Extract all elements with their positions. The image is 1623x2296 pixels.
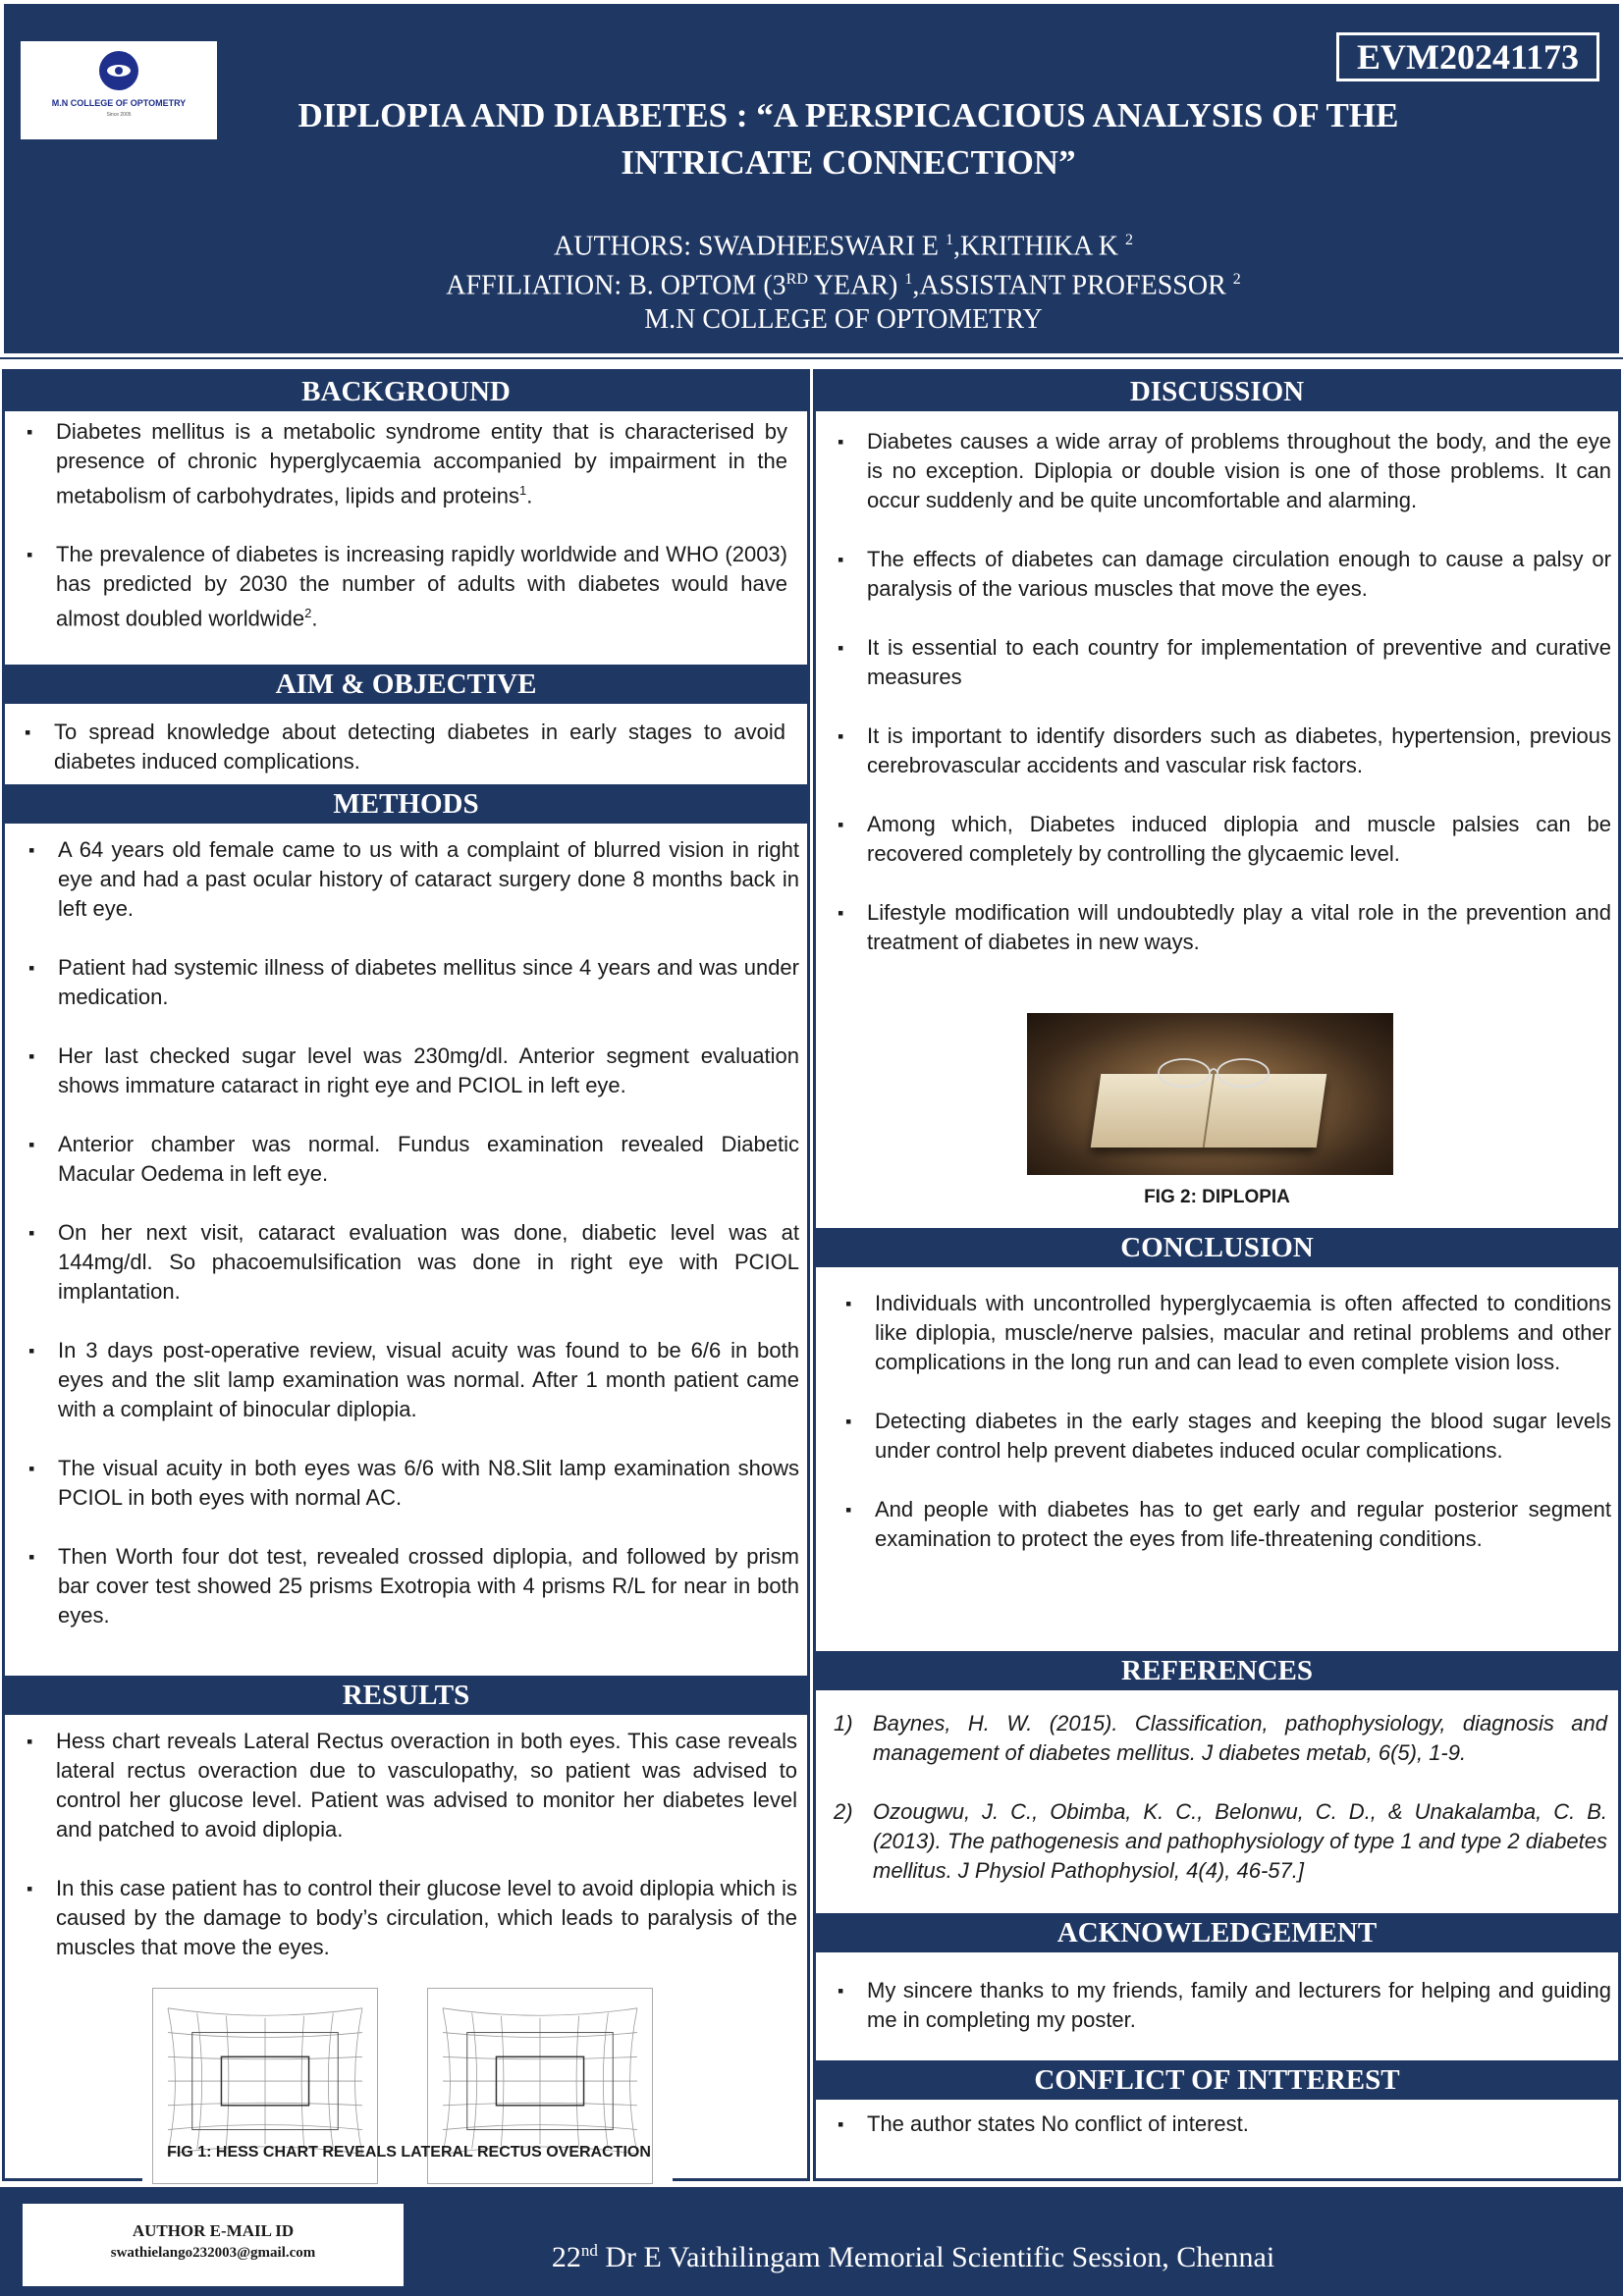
poster-header xyxy=(0,0,1623,357)
institution-line: M.N COLLEGE OF OPTOMETRY xyxy=(644,303,1043,335)
list-item xyxy=(15,540,787,633)
punct: . xyxy=(311,606,318,631)
list-item: ▪ In 3 days post-operative review, visual acuity was found to be 6/6 in both eyes and the slit lamp examination was normal. After 1 month patient came with a complaint of binocular diplopia. xyxy=(17,1336,799,1424)
background-item-2: The prevalence of diabetes is increasing rapidly worldwide and WHO (2003) has predicted by 2030 the number of adults with diabetes would have almost doubled worldwide xyxy=(56,542,787,631)
affiliation-sup2: 2 xyxy=(1232,271,1241,289)
college-logo xyxy=(21,41,217,139)
email-value[interactable]: swathielango232003@gmail.com xyxy=(110,2245,316,2261)
glasses-icon xyxy=(1150,1048,1277,1097)
email-label: AUTHOR E-MAIL ID xyxy=(132,2221,295,2240)
list-item: ▪ It is essential to each country for implementation of preventive and curative measures xyxy=(826,633,1611,692)
list-item: ▪ Individuals with uncontrolled hyperglycaemia is often affected to conditions like diplopia, muscle/nerve palsies, macular and retinal problems and other complications in the long run and can lead to even complete vision loss. xyxy=(834,1289,1611,1377)
authors-block xyxy=(279,224,1408,337)
discussion-heading: DISCUSSION xyxy=(816,372,1618,411)
affiliation-line xyxy=(279,263,1408,302)
author2-sup: 2 xyxy=(1125,232,1133,248)
list-item: ▪ Among which, Diabetes induced diplopia and muscle palsies can be recovered completely by controlling the glycaemic level. xyxy=(826,810,1611,869)
list-item: ▪ My sincere thanks to my friends, family and lecturers for helping and guiding me in completing my poster. xyxy=(826,1976,1611,2035)
list-item: ▪ Lifestyle modification will undoubtedly play a vital role in the prevention and treatment of diabetes in new ways. xyxy=(826,898,1611,957)
list-item xyxy=(15,417,787,510)
left-column xyxy=(2,369,810,2181)
affiliation-sup1: 1 xyxy=(904,271,913,289)
affiliation-mid: YEAR) xyxy=(807,270,905,301)
authors-sep: ,KRITHIKA K xyxy=(953,231,1125,262)
logo-sub: Since 2005 xyxy=(106,112,132,118)
session-number: 22 xyxy=(551,2241,581,2273)
ref-number: 2) xyxy=(834,1799,853,1824)
hess-chart-figure xyxy=(142,1968,673,2219)
references-heading: REFERENCES xyxy=(816,1651,1618,1690)
list-item: ▪ Diabetes causes a wide array of problems throughout the body, and the eye is no exception. Diplopia or double vision is one of those problems. It can occur suddenly and be quite uncomfortable and alarming. xyxy=(826,427,1611,515)
methods-list xyxy=(17,835,799,1660)
results-heading: RESULTS xyxy=(5,1676,807,1715)
author1-sup: 1 xyxy=(946,232,953,248)
logo-text: M.N COLLEGE OF OPTOMETRY xyxy=(51,98,187,108)
acknowledgement-heading: ACKNOWLEDGEMENT xyxy=(816,1913,1618,1952)
list-item: ▪ Her last checked sugar level was 230mg/dl. Anterior segment evaluation shows immature cataract in right eye and PCIOL in left eye. xyxy=(17,1041,799,1100)
session-title xyxy=(422,2241,1404,2274)
affiliation-label: AFFILIATION: B. OPTOM (3 xyxy=(446,270,786,301)
poster-title xyxy=(200,92,1496,187)
list-item: ▪ The author states No conflict of interest. xyxy=(826,2109,1611,2139)
session-text: Dr E Vaithilingam Memorial Scientific Session, Chennai xyxy=(597,2241,1275,2273)
background-heading: BACKGROUND xyxy=(5,372,807,411)
ref-number: 1) xyxy=(834,1711,853,1735)
email-box xyxy=(21,2202,406,2288)
list-item: ▪ In this case patient has to control their glucose level to avoid diplopia which is caused by the damage to body’s circulation, which leads to paralysis of the muscles that move the eyes. xyxy=(15,1874,797,1962)
list-item: ▪ It is important to identify disorders such as diabetes, hypertension, previous cerebrovascular accidents and vascular risk factors. xyxy=(826,721,1611,780)
background-item-1: Diabetes mellitus is a metabolic syndrome entity that is characterised by presence of chronic hyperglycaemia accompanied by impairment in the metabolism of carbohydrates, lipids and proteins xyxy=(56,419,787,508)
conflict-heading: CONFLICT OF INTTEREST xyxy=(816,2060,1618,2100)
list-item: ▪ A 64 years old female came to us with a complaint of blurred vision in right eye and had a past ocular history of cataract surgery done 8 months back in left eye. xyxy=(17,835,799,924)
affiliation-end: ,ASSISTANT PROFESSOR xyxy=(912,270,1233,301)
ref-text: Ozougwu, J. C., Obimba, K. C., Belonwu, C. D., & Unakalamba, C. B. (2013). The pathogenesis and pathophysiology of type 1 and type 2 diabetes mellitus. J Physiol Pathophysiol, 4(4), 46-57.] xyxy=(873,1799,1607,1883)
citation-sup: 2 xyxy=(304,606,312,621)
discussion-list xyxy=(826,427,1611,987)
poster-footer xyxy=(0,2187,1623,2296)
list-item: ▪ The effects of diabetes can damage circulation enough to cause a palsy or paralysis of the various muscles that move the eyes. xyxy=(826,545,1611,604)
ref-text: Baynes, H. W. (2015). Classification, pathophysiology, diagnosis and management of diabetes mellitus. J diabetes metab, 6(5), 1-9. xyxy=(873,1711,1607,1765)
list-item xyxy=(822,1797,1607,1886)
punct: . xyxy=(526,483,533,508)
fig1-caption: FIG 1: HESS CHART REVEALS LATERAL RECTUS OVERACTION xyxy=(167,2144,651,2161)
methods-heading: METHODS xyxy=(5,784,807,824)
list-item: ▪ To spread knowledge about detecting diabetes in early stages to avoid diabetes induced complications. xyxy=(13,718,785,776)
reference-id: EVM20241173 xyxy=(1336,32,1599,81)
references-list xyxy=(822,1709,1607,1915)
conflict-list xyxy=(826,2109,1611,2168)
list-item: ▪ Patient had systemic illness of diabetes mellitus since 4 years and was under medication. xyxy=(17,953,799,1012)
acknowledgement-list xyxy=(826,1976,1611,2064)
affiliation-sup-rd: RD xyxy=(785,271,808,289)
list-item xyxy=(822,1709,1607,1768)
aim-heading: AIM & OBJECTIVE xyxy=(5,665,807,704)
list-item: ▪ On her next visit, cataract evaluation was done, diabetic level was at 144mg/dl. So phacoemulsification was done in right eye with PCIOL implantation. xyxy=(17,1218,799,1307)
title-line-1: DIPLOPIA AND DIABETES : “A PERSPICACIOUS ANALYSIS OF THE xyxy=(298,96,1399,134)
list-item: ▪ The visual acuity in both eyes was 6/6 with N8.Slit lamp examination shows PCIOL in both eyes with normal AC. xyxy=(17,1454,799,1513)
title-line-2: INTRICATE CONNECTION” xyxy=(621,143,1076,182)
results-list xyxy=(15,1727,797,1992)
session-sup: nd xyxy=(580,2241,598,2260)
background-list xyxy=(15,417,787,664)
authors-label: AUTHORS: SWADHEESWARI E xyxy=(554,231,946,262)
fig2-caption: FIG 2: DIPLOPIA xyxy=(1144,1187,1290,1207)
authors-line xyxy=(279,224,1408,263)
list-item: ▪ Detecting diabetes in the early stages and keeping the blood sugar levels under control help prevent diabetes induced ocular complications. xyxy=(834,1407,1611,1466)
eye-icon xyxy=(99,51,138,90)
list-item: ▪ Anterior chamber was normal. Fundus examination revealed Diabetic Macular Oedema in left eye. xyxy=(17,1130,799,1189)
diplopia-photo xyxy=(1027,1013,1393,1175)
list-item: ▪ Hess chart reveals Lateral Rectus overaction in both eyes. This case reveals lateral rectus overaction due to vasculopathy, so patient was advised to control her glucose level. Patient was advised to monitor her diabetes level and patched to avoid diplopia. xyxy=(15,1727,797,1844)
conclusion-list xyxy=(834,1289,1611,1583)
list-item: ▪ Then Worth four dot test, revealed crossed diplopia, and followed by prism bar cover test showed 25 prisms Exotropia with 4 prisms R/L for near in both eyes. xyxy=(17,1542,799,1630)
right-column xyxy=(813,369,1621,2181)
list-item: ▪ And people with diabetes has to get early and regular posterior segment examination to protect the eyes from life-threatening conditions. xyxy=(834,1495,1611,1554)
conclusion-heading: CONCLUSION xyxy=(816,1228,1618,1267)
citation-sup: 1 xyxy=(519,483,527,498)
